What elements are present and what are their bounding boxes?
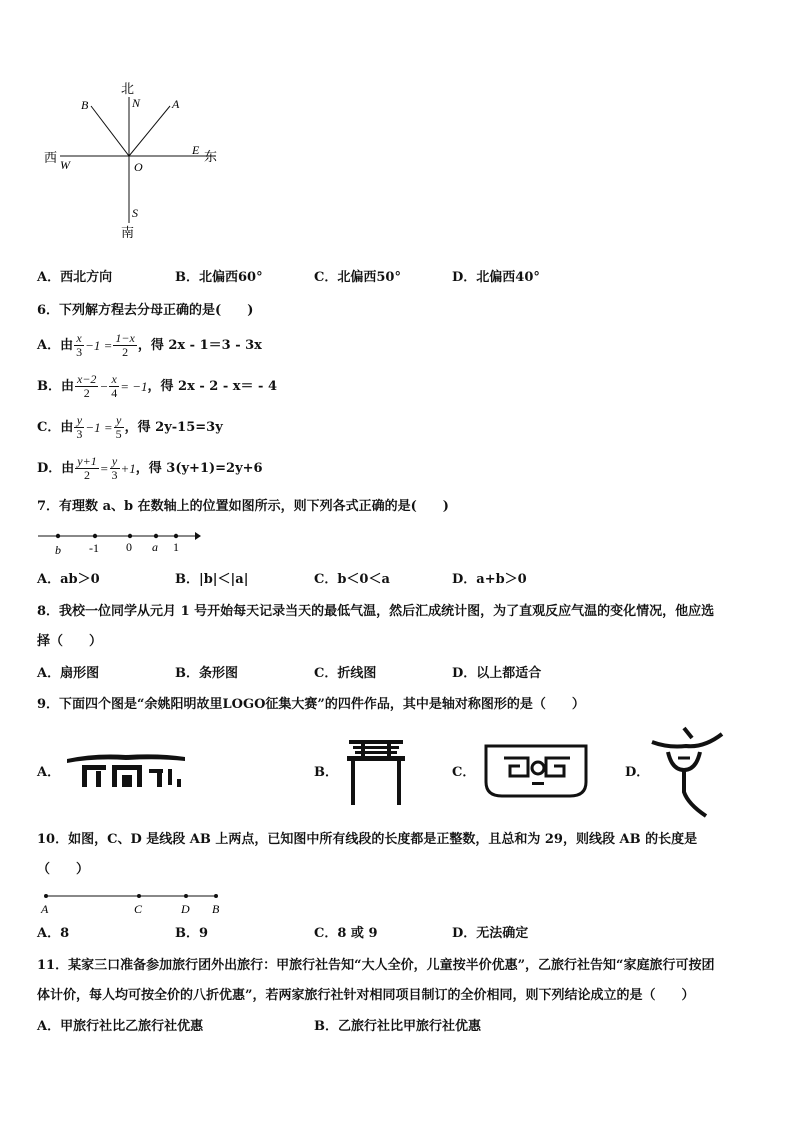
- q6b-frac1: $\frac{x-2}{2}$: [77, 372, 97, 400]
- q10-segment-figure: [36, 888, 236, 918]
- q6c-label: C．由: [37, 419, 74, 435]
- compass-B: B: [81, 98, 89, 112]
- q6-stem: 6．下列解方程去分母正确的是( ): [37, 303, 254, 318]
- q10-option-a[interactable]: A．8: [37, 926, 70, 941]
- q6b-tail: = −1: [120, 378, 148, 394]
- q6c-result: ，得 2y-15=3y: [124, 419, 223, 435]
- compass-south: 南: [121, 225, 135, 240]
- q10-stem-line2: （ ）: [37, 862, 90, 877]
- q8-option-b[interactable]: B．条形图: [175, 666, 238, 681]
- q6d-frac2: $\frac{y}{3}$: [111, 454, 118, 482]
- q7-stem: 7．有理数 a、b 在数轴上的位置如图所示，则下列各式正确的是( ): [37, 499, 449, 514]
- q6b-frac2: $\frac{x}{4}$: [111, 372, 118, 400]
- q6a-result: ，得 2x - 1＝3 - 3x: [137, 337, 262, 353]
- q10-option-c[interactable]: C．8 或 9: [314, 926, 378, 941]
- q9-option-b-label[interactable]: B．: [314, 765, 338, 780]
- q9-logo-b[interactable]: [345, 738, 407, 806]
- q6-option-c[interactable]: [37, 414, 223, 441]
- q6d-mid: =: [99, 460, 109, 476]
- q11-stem-line2: 体计价，每人均可按全价的八折优惠”，若两家旅行社针对相同项目制订的全价相同，则下列结论成立的是（ ）: [37, 988, 695, 1003]
- q8-stem-line2: 择（ ）: [37, 634, 103, 649]
- q9-logo-c[interactable]: [482, 742, 592, 800]
- q9-logo-a[interactable]: [64, 747, 188, 797]
- q10-point-c: C: [134, 902, 143, 916]
- q8-option-d[interactable]: D．以上都适合: [452, 666, 542, 681]
- q7-option-a[interactable]: A．ab＞0: [37, 572, 100, 587]
- q6a-frac2: $\frac{1-x}{2}$: [115, 331, 135, 359]
- q6a-mid: −1 =: [85, 337, 113, 353]
- compass-east: 东: [204, 149, 218, 164]
- compass-north: 北: [121, 81, 135, 96]
- q10-point-d: D: [181, 902, 190, 916]
- q6c-frac2: $\frac{y}{5}$: [115, 413, 122, 441]
- q7-option-d[interactable]: D．a+b＞0: [452, 572, 527, 587]
- q10-point-b: B: [212, 902, 220, 916]
- q7-option-b[interactable]: B．|b|＜|a|: [175, 572, 249, 587]
- compass-figure: [30, 75, 230, 245]
- q6c-mid: −1 =: [85, 419, 113, 435]
- q10-option-b[interactable]: B．9: [175, 926, 209, 941]
- q5-option-d[interactable]: D．北偏西40°: [452, 270, 540, 285]
- q5-option-c[interactable]: C．北偏西50°: [314, 270, 401, 285]
- q6b-mid: −: [99, 378, 109, 394]
- q6a-label: A．由: [37, 337, 74, 353]
- q7-number-line: [35, 526, 205, 558]
- q7-option-c[interactable]: C．b＜0＜a: [314, 572, 390, 587]
- q6d-result: ，得 3(y+1)=2y+6: [135, 460, 263, 476]
- q11-stem-line1: 11．某家三口准备参加旅行团外出旅行：甲旅行社告知“大人全价，儿童按半价优惠”，乙旅行社告知“家庭旅行可按团: [37, 958, 715, 973]
- compass-N: N: [132, 96, 141, 110]
- q5-option-b[interactable]: B．北偏西60°: [175, 270, 263, 285]
- q6b-label: B．由: [37, 378, 74, 394]
- q6a-frac1: $\frac{x}{3}$: [76, 331, 83, 359]
- q5-option-a[interactable]: A．西北方向: [37, 270, 113, 285]
- q7-label-1: 1: [173, 540, 179, 554]
- q6-option-d[interactable]: [37, 455, 263, 482]
- compass-S: S: [132, 206, 138, 220]
- compass-W: W: [60, 158, 70, 172]
- q10-option-d[interactable]: D．无法确定: [452, 926, 529, 941]
- q6d-tail: +1: [120, 460, 136, 476]
- compass-E: E: [192, 143, 200, 157]
- q7-label-neg1: -1: [89, 541, 99, 555]
- q8-option-c[interactable]: C．折线图: [314, 666, 377, 681]
- q10-stem-line1: 10．如图，C、D 是线段 AB 上两点，已知图中所有线段的长度都是正整数，且总和为 29，则线段 AB 的长度是: [37, 832, 698, 847]
- q10-point-a: A: [41, 902, 49, 916]
- q6d-label: D．由: [37, 460, 75, 476]
- compass-A: A: [172, 97, 180, 111]
- q6c-frac1: $\frac{y}{3}$: [76, 413, 83, 441]
- q6-option-a[interactable]: [37, 332, 262, 359]
- q8-option-a[interactable]: A．扇形图: [37, 666, 100, 681]
- q9-option-c-label[interactable]: C．: [452, 765, 476, 780]
- compass-west: 西: [44, 150, 58, 165]
- q8-stem-line1: 8．我校一位同学从元月 1 号开始每天记录当天的最低气温，然后汇成统计图，为了直观反应气温的变化情况，他应选: [37, 604, 715, 619]
- q9-logo-d[interactable]: [648, 724, 728, 820]
- q9-stem: 9．下面四个图是“余姚阳明故里LOGO征集大赛”的四件作品，其中是轴对称图形的是（ ）: [37, 697, 585, 712]
- q11-option-b[interactable]: B．乙旅行社比甲旅行社优惠: [314, 1019, 481, 1034]
- q7-label-0: 0: [126, 540, 132, 554]
- q6b-result: ，得 2x - 2 - x＝ - 4: [147, 378, 278, 394]
- q6d-frac1: $\frac{y+1}{2}$: [77, 454, 97, 482]
- q7-label-a: a: [152, 540, 158, 554]
- q9-option-d-label[interactable]: D．: [625, 765, 650, 780]
- q9-option-a-label[interactable]: A．: [37, 765, 61, 780]
- q11-option-a[interactable]: A．甲旅行社比乙旅行社优惠: [37, 1019, 204, 1034]
- q7-label-b: b: [55, 543, 61, 557]
- q6-option-b[interactable]: [37, 373, 277, 400]
- compass-O: O: [134, 160, 143, 174]
